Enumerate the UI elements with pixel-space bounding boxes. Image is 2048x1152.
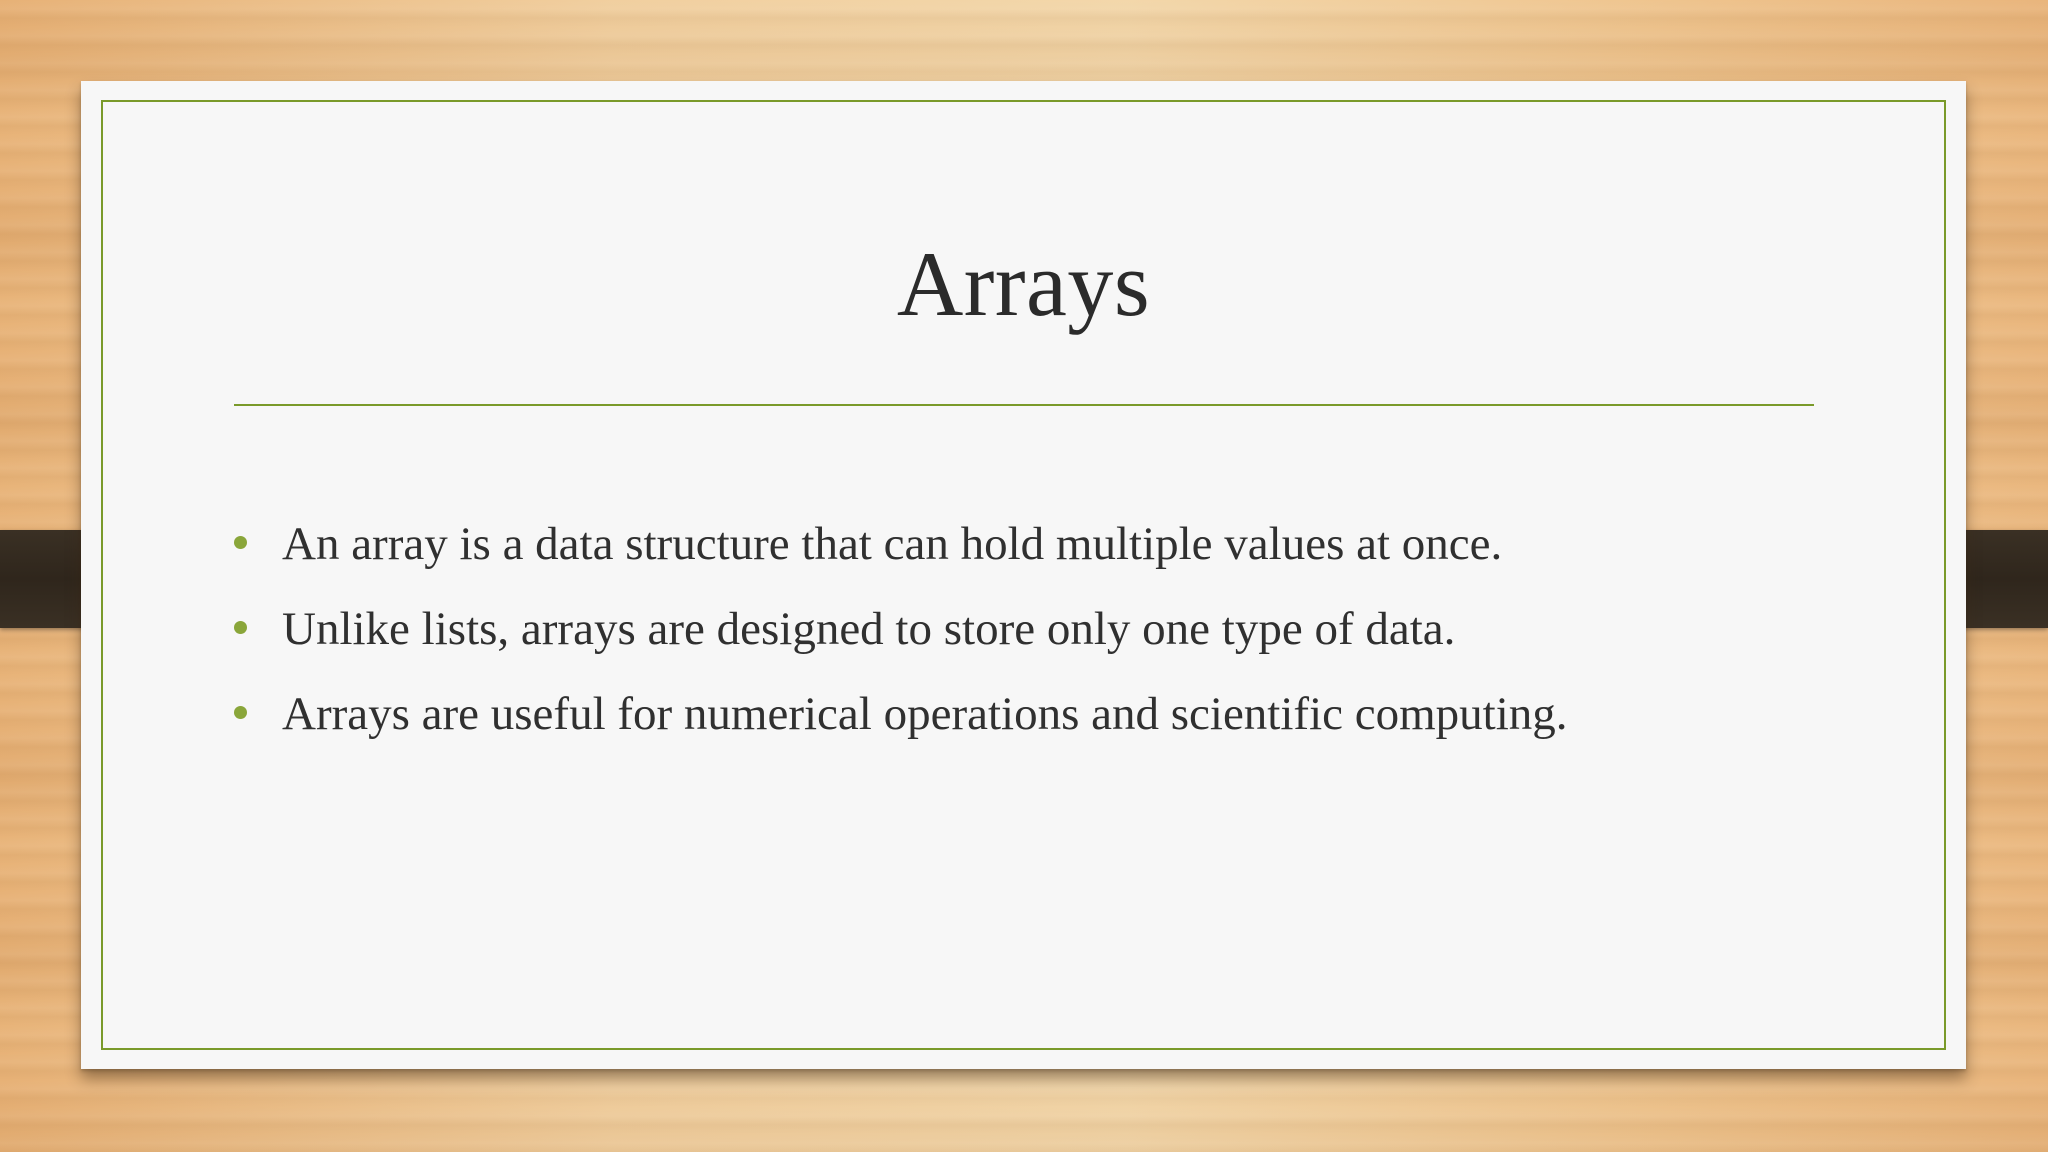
- bullet-list: [234, 517, 1568, 772]
- bullet-dot-icon: [234, 536, 247, 549]
- title-divider: [234, 404, 1814, 406]
- bullet-dot-icon: [234, 621, 247, 634]
- bullet-text: Arrays are useful for numerical operations and scientific computing.: [282, 688, 1568, 740]
- bullet-text: Unlike lists, arrays are designed to store only one type of data.: [282, 603, 1456, 655]
- bullet-dot-icon: [234, 706, 247, 719]
- bullet-item: [234, 517, 1568, 602]
- bullet-item: [234, 687, 1568, 772]
- slide: [81, 81, 1966, 1069]
- slide-title: Arrays: [896, 233, 1151, 335]
- bullet-item: [234, 602, 1568, 687]
- bullet-text: An array is a data structure that can hold multiple values at once.: [282, 518, 1503, 570]
